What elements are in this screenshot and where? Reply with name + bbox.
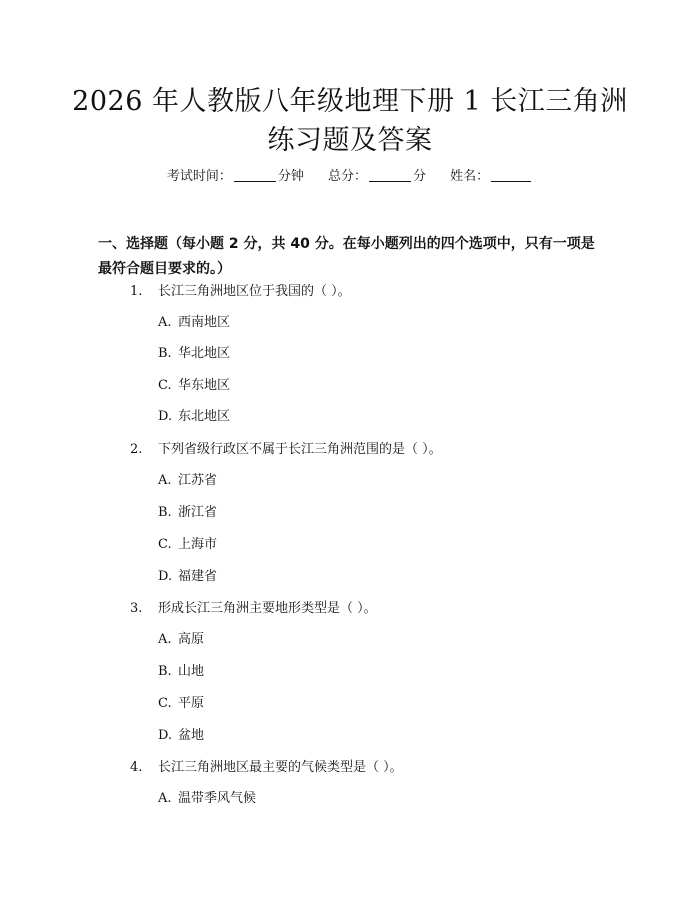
question-text: 长江三角洲地区位于我国的（ ）。 xyxy=(158,284,351,299)
option-4a xyxy=(158,788,256,810)
option-1a xyxy=(158,312,230,334)
question-number: 4. xyxy=(130,760,143,775)
student-name-label: 姓名： xyxy=(450,169,490,184)
student-name-blank xyxy=(491,167,531,182)
question-3 xyxy=(130,598,377,620)
option-letter: D. xyxy=(158,409,173,424)
question-text: 长江三角洲地区最主要的气候类型是（ ）。 xyxy=(158,760,403,775)
total-score-blank xyxy=(369,167,411,182)
section-heading: 一、选择题（每小题 2 分，共 40 分。在每小题列出的四个选项中，只有一项是最符合题目要求的。） xyxy=(98,236,595,277)
option-text: 江苏省 xyxy=(178,473,218,488)
option-letter: C. xyxy=(158,696,172,711)
option-3a xyxy=(158,629,204,651)
question-2 xyxy=(130,439,442,461)
exam-info xyxy=(0,166,700,188)
option-2d xyxy=(158,566,217,588)
option-letter: A. xyxy=(158,791,172,806)
option-letter: A. xyxy=(158,632,172,647)
option-text: 西南地区 xyxy=(178,315,231,330)
total-score-label: 总分： xyxy=(327,169,367,184)
option-letter: A. xyxy=(158,315,172,330)
question-text: 下列省级行政区不属于长江三角洲范围的是（ ）。 xyxy=(158,442,442,457)
question-number: 2. xyxy=(130,442,143,457)
option-letter: C. xyxy=(158,537,172,552)
exam-time-label: 考试时间： xyxy=(166,169,232,184)
option-text: 华东地区 xyxy=(178,378,231,393)
option-text: 盆地 xyxy=(178,728,205,743)
option-1b xyxy=(158,343,230,365)
option-letter: B. xyxy=(158,346,172,361)
option-2c xyxy=(158,534,217,556)
total-score-unit: 分 xyxy=(413,169,427,184)
option-text: 浙江省 xyxy=(178,505,218,520)
option-letter: C. xyxy=(158,378,172,393)
option-text: 温带季风气候 xyxy=(178,791,257,806)
option-letter: D. xyxy=(158,728,173,743)
option-3c xyxy=(158,693,204,715)
option-text: 东北地区 xyxy=(178,409,231,424)
exam-time-blank xyxy=(234,167,276,182)
option-1d xyxy=(158,406,230,428)
option-text: 福建省 xyxy=(178,569,218,584)
exam-time-unit: 分钟 xyxy=(277,169,304,184)
question-4 xyxy=(130,757,403,779)
option-letter: A. xyxy=(158,473,172,488)
total-score xyxy=(328,166,426,188)
option-text: 华北地区 xyxy=(178,346,231,361)
option-3b xyxy=(158,661,204,683)
option-text: 山地 xyxy=(178,664,205,679)
question-1 xyxy=(130,281,351,303)
option-letter: B. xyxy=(158,664,172,679)
option-1c xyxy=(158,375,230,397)
option-2a xyxy=(158,470,217,492)
option-letter: B. xyxy=(158,505,172,520)
option-letter: D. xyxy=(158,569,173,584)
option-3d xyxy=(158,725,204,747)
question-text: 形成长江三角洲主要地形类型是（ ）。 xyxy=(158,601,377,616)
exam-time xyxy=(167,166,304,188)
question-number: 1. xyxy=(130,284,143,299)
option-text: 平原 xyxy=(178,696,205,711)
option-text: 高原 xyxy=(178,632,205,647)
document-title-line-1: 2026 年人教版八年级地理下册 1 长江三角洲 xyxy=(72,86,628,117)
student-name xyxy=(450,166,533,188)
option-2b xyxy=(158,502,217,524)
option-text: 上海市 xyxy=(178,537,218,552)
question-number: 3. xyxy=(130,601,143,616)
document-title-line-2: 练习题及答案 xyxy=(267,125,433,156)
